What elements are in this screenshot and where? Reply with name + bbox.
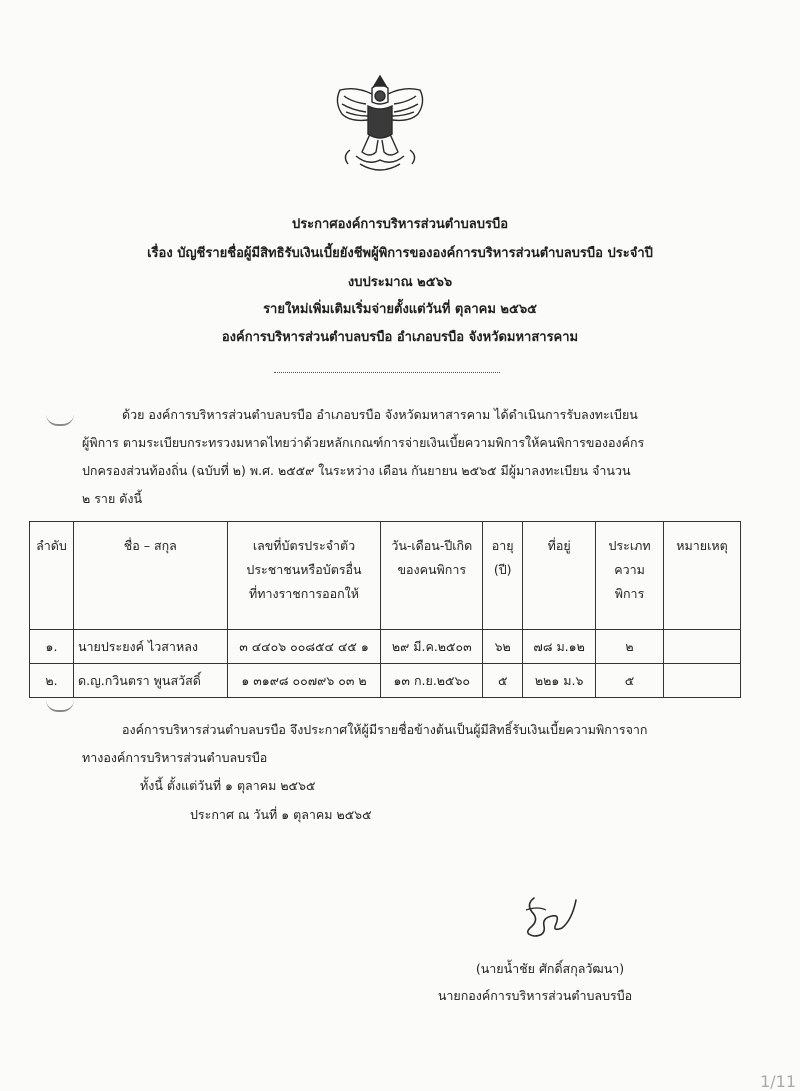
punch-hole-mark xyxy=(46,414,74,426)
header-age: อายุ (ปี) xyxy=(483,522,523,630)
cell-name: นายประยงค์ ไวสาหลง xyxy=(73,630,227,664)
page-number: 1/11 xyxy=(760,1072,796,1091)
closing-line-2: ทางองค์การบริหารส่วนตำบลบรบือ xyxy=(82,750,268,765)
announcement-subject: เรื่อง บัญชีรายชื่อผู้มีสิทธิรับเงินเบี้ยยังชีพผู้พิการขององค์การบริหารส่วนตำบลบรบือ ประจำปี xyxy=(147,246,653,261)
table-row xyxy=(30,664,741,698)
cell-address: ๗๘ ม.๑๒ xyxy=(523,630,596,664)
punch-hole-mark xyxy=(46,700,74,712)
header-name: ชื่อ – สกุล xyxy=(73,522,227,630)
garuda-emblem xyxy=(328,72,432,176)
closing-line-1: องค์การบริหารส่วนตำบลบรบือ จึงประกาศให้ผู้มีรายชื่อข้างต้นเป็นผู้มีสิทธิ์รับเงินเบี้ยความพิการจาก xyxy=(122,722,648,737)
cell-age: ๕ xyxy=(483,664,523,698)
beneficiary-table xyxy=(29,521,741,698)
cell-id: ๑ ๓๑๙๘ ๐๐๗๙๖ ๐๓ ๒ xyxy=(227,664,381,698)
header-address: ที่อยู่ xyxy=(523,522,596,630)
table-header-row xyxy=(30,522,741,630)
cell-age: ๖๒ xyxy=(483,630,523,664)
effective-date: ทั้งนี้ ตั้งแต่วันที่ ๑ ตุลาคม ๒๕๖๕ xyxy=(140,778,316,793)
signer-position: นายกองค์การบริหารส่วนตำบลบรบือ xyxy=(437,988,633,1003)
header-note: หมายเหตุ xyxy=(664,522,741,630)
cell-type: ๒ xyxy=(596,630,664,664)
cell-order: ๒. xyxy=(30,664,74,698)
start-date-line: รายใหม่เพิ่มเติมเริ่มจ่ายตั้งแต่วันที่ ตุลาคม ๒๕๖๕ xyxy=(263,302,537,317)
cell-note xyxy=(664,664,741,698)
cell-id: ๓ ๔๔๐๖ ๐๐๘๕๔ ๔๕ ๑ xyxy=(227,630,381,664)
header-order: ลำดับ xyxy=(30,522,74,630)
cell-name: ด.ญ.กวินตรา พูนสวัสดิ์ xyxy=(73,664,227,698)
announcement-date: ประกาศ ณ วันที่ ๑ ตุลาคม ๒๕๖๕ xyxy=(190,807,372,822)
body-line-3: ปกครองส่วนท้องถิ่น (ฉบับที่ ๒) พ.ศ. ๒๕๕๙ ในระหว่าง เดือน กันยายน ๒๕๖๕ มีผู้มาลงทะเบียน จำนวน xyxy=(82,463,631,478)
body-line-4: ๒ ราย ดังนี้ xyxy=(82,491,143,506)
cell-dob: ๑๓ ก.ย.๒๕๖๐ xyxy=(381,664,483,698)
organization-line: องค์การบริหารส่วนตำบลบรบือ อำเภอบรบือ จังหวัดมหาสารคาม xyxy=(221,330,579,345)
cell-order: ๑. xyxy=(30,630,74,664)
table-row xyxy=(30,630,741,664)
body-line-1: ด้วย องค์การบริหารส่วนตำบลบรบือ อำเภอบรบือ จังหวัดมหาสารคาม ได้ดำเนินการรับลงทะเบียน xyxy=(122,407,638,422)
budget-year: งบประมาณ ๒๕๖๖ xyxy=(347,275,453,290)
cell-dob: ๒๙ มี.ค.๒๕๐๓ xyxy=(381,630,483,664)
separator-dots xyxy=(274,372,500,373)
announcement-title: ประกาศองค์การบริหารส่วนตำบลบรบือ xyxy=(291,217,509,232)
header-disability-type: ประเภทความพิการ xyxy=(596,522,664,630)
signer-name: (นายน้ำชัย ศักดิ์สกุลวัฒนา) xyxy=(475,961,625,976)
header-id: เลขที่บัตรประจำตัวประชาชนหรือบัตรอื่นที่ทางราชการออกให้ xyxy=(227,522,381,630)
cell-note xyxy=(664,630,741,664)
handwritten-signature xyxy=(516,890,582,940)
body-line-2: ผู้พิการ ตามระเบียบกระทรวงมหาดไทยว่าด้วยหลักเกณฑ์การจ่ายเงินเบี้ยความพิการให้คนพิการขององค์กร xyxy=(82,435,645,450)
header-dob: วัน-เดือน-ปีเกิดของคนพิการ xyxy=(381,522,483,630)
cell-address: ๒๒๑ ม.๖ xyxy=(523,664,596,698)
cell-type: ๕ xyxy=(596,664,664,698)
